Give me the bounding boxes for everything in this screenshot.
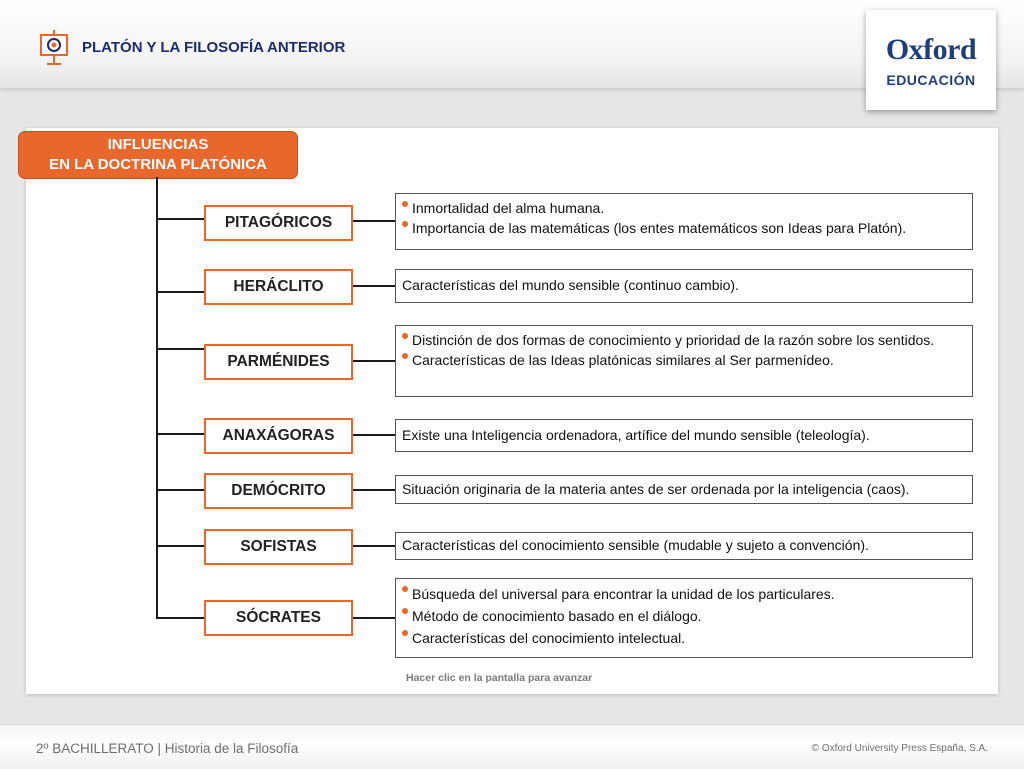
connector-line — [353, 489, 395, 491]
footer-bar — [0, 724, 1024, 769]
trunk-line — [156, 177, 158, 619]
desc-heraclito: Características del mundo sensible (continuo cambio). — [395, 269, 973, 303]
desc-pitagoricos — [395, 193, 973, 250]
desc-socrates — [395, 578, 973, 658]
branch-line — [156, 218, 204, 220]
connector-line — [353, 220, 395, 222]
oxford-logo — [866, 10, 996, 110]
logo-brand: Oxford — [885, 33, 977, 66]
node-pitagoricos: PITAGÓRICOS — [204, 205, 353, 241]
connector-line — [353, 545, 395, 547]
branch-line — [156, 545, 204, 547]
desc-parmenides — [395, 325, 973, 397]
connector-line — [353, 285, 395, 287]
list-item: Método de conocimiento basado en el diálogo. — [402, 605, 966, 627]
list-item: Inmortalidad del alma humana. — [402, 198, 966, 218]
logo-subtitle: EDUCACIÓN — [886, 72, 976, 88]
node-heraclito: HERÁCLITO — [204, 269, 353, 305]
root-node-line-2: EN LA DOCTRINA PLATÓNICA — [49, 156, 267, 173]
root-node-line-1: INFLUENCIAS — [107, 136, 209, 153]
root-node — [18, 131, 298, 179]
list-item: Búsqueda del universal para encontrar la unidad de los particulares. — [402, 583, 966, 605]
desc-democrito: Situación originaria de la materia antes de ser ordenada por la inteligencia (caos). — [395, 475, 973, 504]
desc-anaxagoras: Existe una Inteligencia ordenadora, artífice del mundo sensible (teleología). — [395, 419, 973, 452]
presentation-easel-icon — [38, 30, 70, 66]
list-item: Características del conocimiento intelectual. — [402, 627, 966, 649]
node-sofistas: SOFISTAS — [204, 529, 353, 565]
desc-sofistas: Características del conocimiento sensible (mudable y sujeto a convención). — [395, 532, 973, 560]
connector-line — [353, 360, 395, 362]
list-item: Características de las Ideas platónicas similares al Ser parmenídeo. — [402, 350, 966, 370]
branch-line — [156, 348, 204, 350]
course-label: 2º BACHILLERATO | Historia de la Filosofía — [36, 741, 299, 756]
branch-line — [156, 291, 204, 293]
connector-line — [353, 434, 395, 436]
connector-line — [353, 617, 395, 619]
advance-hint: Hacer clic en la pantalla para avanzar — [406, 672, 593, 684]
node-socrates: SÓCRATES — [204, 600, 353, 636]
branch-line — [156, 433, 204, 435]
list-item: Importancia de las matemáticas (los entes matemáticos son Ideas para Platón). — [402, 218, 966, 238]
copyright-text: © Oxford University Press España, S.A. — [811, 743, 988, 754]
node-parmenides: PARMÉNIDES — [204, 344, 353, 380]
node-anaxagoras: ANAXÁGORAS — [204, 418, 353, 454]
list-item: Distinción de dos formas de conocimiento y prioridad de la razón sobre los sentidos. — [402, 330, 966, 350]
branch-line — [156, 617, 204, 619]
page-title: PLATÓN Y LA FILOSOFÍA ANTERIOR — [82, 39, 346, 56]
node-democrito: DEMÓCRITO — [204, 473, 353, 509]
branch-line — [156, 489, 204, 491]
